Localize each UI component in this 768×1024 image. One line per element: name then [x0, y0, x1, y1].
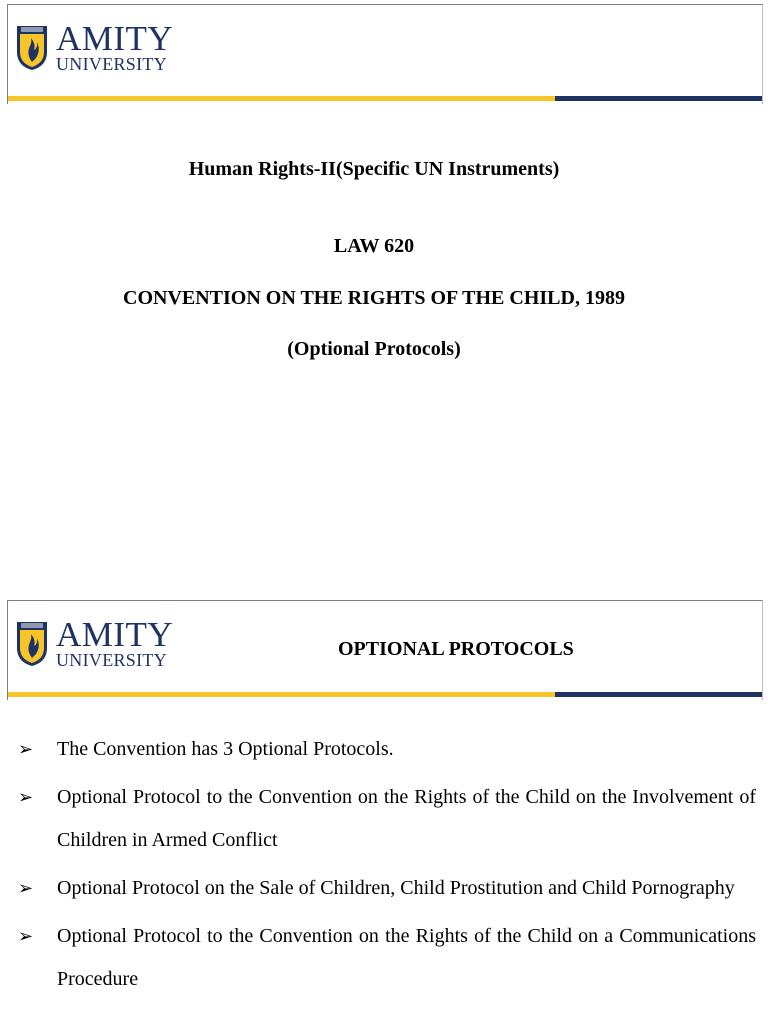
logo-wordmark: AMITY [56, 615, 174, 654]
list-item [18, 728, 756, 771]
list-item-text: Optional Protocol on the Sale of Children, Child Prostitution and Child Pornography [57, 877, 735, 899]
list-item [18, 776, 756, 862]
amity-crest-icon [14, 618, 50, 668]
list-item-text: Optional Protocol to the Convention on the Rights of the Child on the Involvement of Children in Armed Conflict [57, 786, 756, 851]
course-code: LAW 620 [333, 235, 415, 257]
arrow-bullet-icon: ➢ [18, 787, 34, 807]
rule-navy [555, 96, 762, 101]
rule-gold [8, 692, 555, 697]
convention-title: CONVENTION ON THE RIGHTS OF THE CHILD, 1989 [123, 287, 625, 309]
logo-subtitle: UNIVERSITY [56, 650, 167, 670]
logo-subtitle: UNIVERSITY [56, 54, 167, 74]
list-item [18, 867, 756, 910]
protocol-list [18, 728, 756, 1006]
logo-wordmark: AMITY [56, 19, 174, 58]
list-item-text: The Convention has 3 Optional Protocols. [57, 738, 394, 760]
header-rule [8, 692, 762, 697]
arrow-bullet-icon: ➢ [18, 926, 34, 946]
slide2-header [7, 600, 763, 700]
slide-subtitle: (Optional Protocols) [287, 338, 461, 360]
amity-logo [14, 21, 173, 73]
course-title: Human Rights-II(Specific UN Instruments) [188, 158, 560, 180]
arrow-bullet-icon: ➢ [18, 739, 34, 759]
header-rule [8, 96, 762, 101]
list-item [18, 915, 756, 1001]
rule-gold [8, 96, 555, 101]
slide2-heading: OPTIONAL PROTOCOLS [338, 638, 574, 660]
rule-navy [555, 692, 762, 697]
list-item-text: Optional Protocol to the Convention on the Rights of the Child on a Communications Procedure [57, 925, 756, 990]
arrow-bullet-icon: ➢ [18, 878, 34, 898]
amity-logo [14, 617, 173, 669]
amity-crest-icon [14, 22, 50, 72]
slide1-header [7, 4, 763, 104]
